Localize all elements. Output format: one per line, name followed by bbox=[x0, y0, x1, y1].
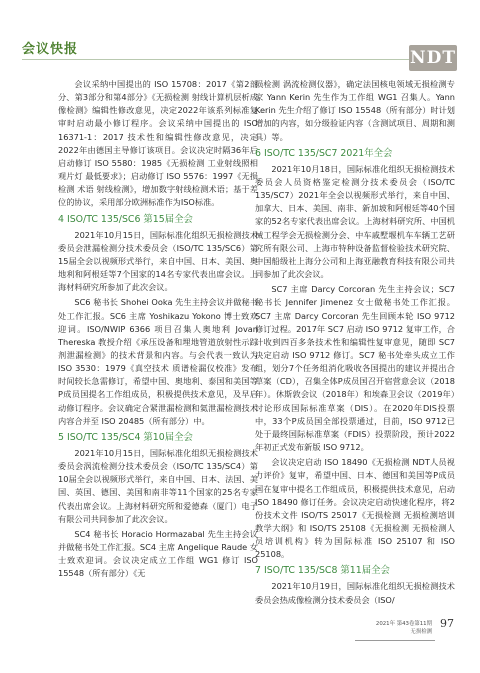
paragraph: 会议采纳中国提出的 ISO 15708：2017《第2部分、第3部分和第4部分》《无损检测 射线计算机层析成像检测》编辑性修改意见，决定2022年该系列标准复审时启动最小修订程序。会议采纳中国提出的 ISO 16371-1：2017 技术性和编辑性修改意见，决定2022年由德国主导修订该项目。会议决定时隔36年后启动修订 ISO 5580：1985《无损检测 工业射线照相观片灯 最低要求》；启动修订 ISO 5576：1997《无损检测 术语 射线检测》，增加数字射线检测术语；基于差位的协议，采用部分欧洲标准作为ISO标准。 bbox=[58, 79, 258, 208]
page-number: 97 bbox=[440, 617, 454, 630]
paragraph: SC7 主席 Darcy Corcoran 先生主持会议；SC7 秘书长 Jennifer Jimenez 女士做秘书处工作汇报。SC7 主席 Darcy Corcoran 先生回顾本轮 ISO 9712 修订过程。2017年 SC7 启动 ISO 9712 复审工作，合计收到四百多条技术性和编辑性复审意见，随即 SC7 决定启动 ISO 9712 修订。SC7 秘书处牵头成立工作组，划分7个任务组消化吸收各国提出的建议并提出合草案（CD），召集全体P成员国召开宿营意会议（2018年）。休斯敦会议（2018年）和埃森卫会议（2019年）讨论形成国际标准草案（DIS）。在2020年DIS投票中，33个P成员国全部投票通过，目前，ISO 9712已处于最终国际标准草案（FDIS）投票阶段，预计2022年初正式发布新版 ISO 9712。 bbox=[255, 284, 455, 453]
section-heading: 5 ISO/TC 135/SC4 第10届全会 bbox=[58, 431, 193, 443]
paragraph: 2021年10月15日，国际标准化组织无损检测技术委员会泄漏检测分技术委员会（ISO/TC 135/SC6）第15届全会以视频形式举行，来自中国、日本、美国、奥地利和阿根廷等7个国家的14名专家代表出席会议。上海材料研究所参加了此次会议。 bbox=[58, 229, 258, 293]
paragraph: SC4 秘书长 Horacio Hormazabal 先生主持会议并做秘书处工作汇报。SC4 主席 Angelique Raude 女士致欢迎词。会议决定成立工作组 WG1 修订 ISO 15548（所有部分）《无 bbox=[58, 528, 258, 579]
paragraph: 会议决定启动 ISO 18490《无损检测 NDT人员视力评价》复审，希望中国、日本、德国和美国等P成员国在复审中提名工作组成员，积极提供技术意见，启动 ISO 18490 修订任务。会议决定启动快速化程序，将2份技术文件 ISO/TS 25017《无损检测 无损检测培训教学大纲》和 ISO/TS 25108《无损检测 无损检测人员培训机构》转为国际标准 ISO 25107 和 ISO 25108。 bbox=[255, 457, 455, 560]
journal-name: 无损检测 bbox=[410, 629, 432, 635]
ndt-logo bbox=[409, 45, 457, 71]
journal-issue: 2021年 第43卷第11期 bbox=[375, 621, 432, 627]
paragraph: 损检测 涡流检测仪器》，确定法国核电领域无损检测专家 Yann Kerin 先生作为工作组 WG1 召集人。Yann Kerin 先生介绍了修订 ISO 15548（所有部分）时计划增加的内容，如分级验证内容（含测试项目、周期和测具）等。 bbox=[255, 79, 455, 142]
section-heading: 4 ISO/TC 135/SC6 第15届全会 bbox=[58, 213, 193, 225]
section-heading: 7 ISO/TC 135/SC8 第11届全会 bbox=[255, 565, 390, 577]
page-header bbox=[0, 0, 480, 68]
right-column bbox=[255, 78, 455, 609]
left-column bbox=[58, 78, 258, 582]
footer-divider bbox=[355, 640, 435, 641]
paragraph: 2021年10月15日，国际标准化组织无损检测技术委员会涡流检测分技术委员会（ISO/TC 135/SC4）第10届全会以视频形式举行，来自中国、日本、法国、美国、英国、德国、美国和南非等11个国家的25名专家代表出席会议。上海材料研究所和爱德森（厦门）电子有限公司共同参加了此次会议。 bbox=[58, 447, 258, 524]
page-footer bbox=[360, 620, 432, 636]
paragraph: SC6 秘书长 Shohei Ooka 先生主持会议并做秘书处工作汇报。SC6 主席 Yoshikazu Yokono 博士致欢迎词。ISO/NWIP 6366 项目召集人奥地利 Jovan Thereska 教授介绍《承压设备和埋地管道放射性示踪剂泄漏检测》的技术背景和内容。与会代表一致认为 ISO 3530：1979《真空技术 质谱检漏仪校准》发布时间较长急需修订，希望中国、奥地利、泰国和美国等P成员国提名工作组成员，积极提供技术意见，及早启动修订程序。会议确定合紧泄漏检测和氦泄漏检测技术内容合并至 ISO 20485（所有部分）中。 bbox=[58, 297, 258, 426]
paragraph: 2021年10月18日，国际标准化组织无损检测技术委员会人员资格鉴定检测分技术委员会（ISO/TC 135/SC7）2021年全会以视频形式举行，来自中国、加拿大、日本、美国、南非、新加坡和阿根廷等40个国家的52名专家代表出席会议。上海材料研究所、中国机械工程学会无损检测分会、中车戚墅堰机车车辆工艺研究所有限公司、上海市特种设备监督检验技术研究院、中国船级社上海分公司和上海亚融教育科技有限公司共同参加了此次会议。 bbox=[255, 163, 455, 280]
section-heading: 6 ISO/TC 135/SC7 2021年全会 bbox=[255, 147, 393, 159]
header-divider bbox=[22, 59, 427, 60]
section-title: 会议快报 bbox=[22, 42, 79, 57]
paragraph: 2021年10月19日，国际标准化组织无损检测技术委员会热成像检测分技术委员会（ISO/ bbox=[255, 581, 455, 605]
logo-text: NDT bbox=[410, 48, 456, 68]
